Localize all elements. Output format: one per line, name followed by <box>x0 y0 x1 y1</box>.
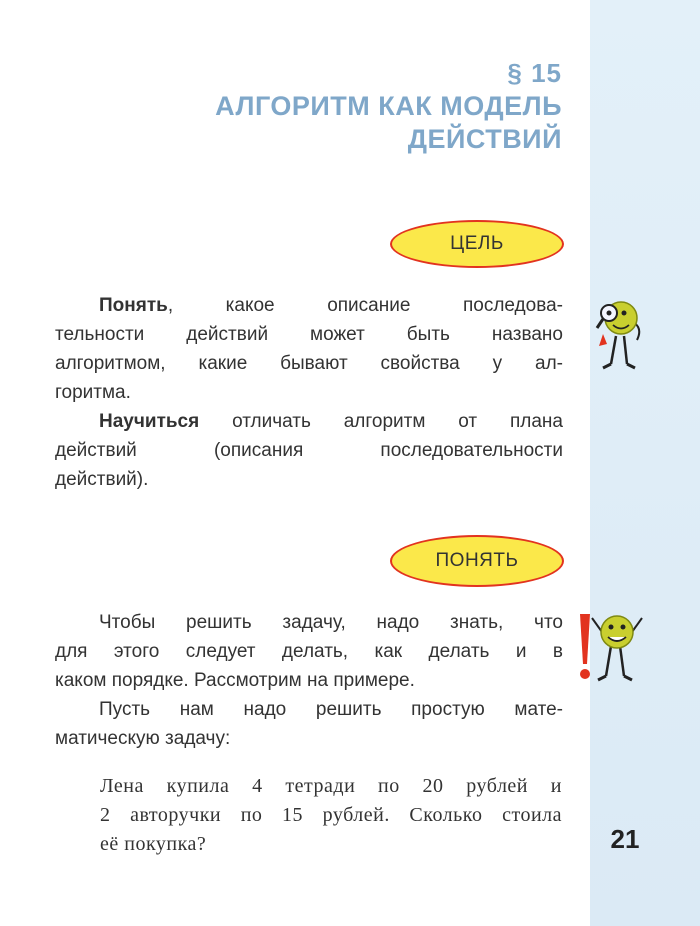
text-line: каком порядке. Рассмотрим на примере. <box>55 670 415 691</box>
goal-badge: ЦЕЛЬ <box>390 220 564 268</box>
bold-term: Научиться <box>99 411 200 432</box>
text-line: горитма. <box>55 382 131 403</box>
text-line: матическую задачу: <box>55 728 231 749</box>
smiley-exclamation-icon <box>576 610 650 692</box>
chapter-title-line-2: ДЕЙСТВИЙ <box>407 124 562 154</box>
text-line: Понять, какое описание последова- <box>99 295 563 316</box>
chapter-title-line-1: АЛГОРИТМ КАК МОДЕЛЬ <box>215 91 562 121</box>
bold-term: Понять <box>99 295 168 316</box>
understand-badge: ПОНЯТЬ <box>390 535 564 587</box>
paragraph-number: § 15 <box>507 58 562 88</box>
goal-text <box>55 291 563 494</box>
text-line: действий (описания последовательности <box>55 440 563 461</box>
text-line: Лена купила 4 тетради по 20 рублей и <box>100 775 562 797</box>
text-line: действий). <box>55 469 149 490</box>
smiley-magnifier-icon <box>591 292 649 384</box>
problem-statement <box>100 772 562 859</box>
text-line: Чтобы решить задачу, надо знать, что <box>99 612 563 633</box>
text-line: тельности действий может быть названо <box>55 324 563 345</box>
text-line: её покупка? <box>100 833 207 855</box>
side-margin-strip <box>590 0 700 926</box>
text-line: Пусть нам надо решить простую мате- <box>99 699 563 720</box>
understand-text <box>55 608 563 753</box>
text-line: алгоритмом, какие бывают свойства у ал- <box>55 353 563 374</box>
text-line: Научиться отличать алгоритм от плана <box>99 411 563 432</box>
text-line: для этого следует делать, как делать и в <box>55 641 563 662</box>
text-line: 2 авторучки по 15 рублей. Сколько стоила <box>100 804 562 826</box>
page-number: 21 <box>610 824 640 854</box>
